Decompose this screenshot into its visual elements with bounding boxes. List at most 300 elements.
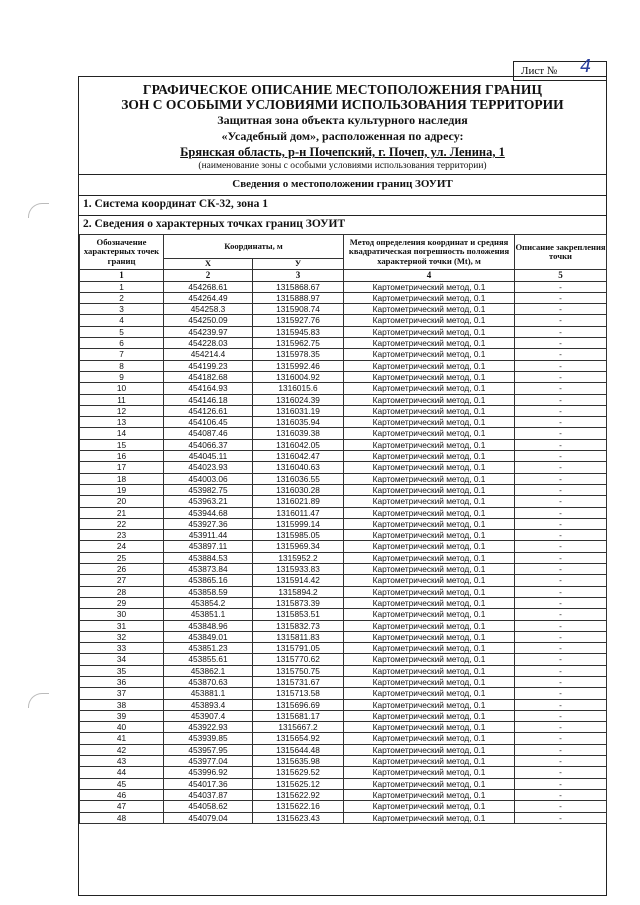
subtitle-line-2: «Усадебный дом», расположенная по адресу:: [221, 129, 464, 143]
table-row: [80, 541, 607, 552]
point-id-cell: 33: [80, 643, 164, 654]
x-coord-cell: 454066.37: [164, 439, 253, 450]
y-coord-cell: 1316040.63: [253, 462, 344, 473]
y-coord-cell: 1315644.48: [253, 744, 344, 755]
point-id-cell: 17: [80, 462, 164, 473]
fixing-desc-cell: -: [515, 405, 607, 416]
fixing-desc-cell: -: [515, 676, 607, 687]
point-id-cell: 32: [80, 631, 164, 642]
point-id-cell: 42: [80, 744, 164, 755]
point-id-cell: 10: [80, 383, 164, 394]
point-id-cell: 13: [80, 417, 164, 428]
method-cell: Картометрический метод, 0.1: [344, 360, 515, 371]
method-cell: Картометрический метод, 0.1: [344, 552, 515, 563]
method-cell: Картометрический метод, 0.1: [344, 620, 515, 631]
x-coord-cell: 454126.61: [164, 405, 253, 416]
x-coord-cell: 454087.46: [164, 428, 253, 439]
point-id-cell: 19: [80, 484, 164, 495]
subtitle-line-1: Защитная зона объекта культурного наследия: [217, 113, 468, 127]
x-coord-cell: 454239.97: [164, 326, 253, 337]
x-coord-cell: 454214.4: [164, 349, 253, 360]
x-coord-cell: 453851.1: [164, 609, 253, 620]
method-cell: Картометрический метод, 0.1: [344, 812, 515, 823]
fixing-desc-cell: -: [515, 778, 607, 789]
x-coord-cell: 453849.01: [164, 631, 253, 642]
point-id-cell: 45: [80, 778, 164, 789]
method-cell: Картометрический метод, 0.1: [344, 507, 515, 518]
fixing-desc-cell: -: [515, 484, 607, 495]
point-id-cell: 9: [80, 371, 164, 382]
sheet-label: Лист №: [521, 65, 558, 77]
table-row: [80, 586, 607, 597]
table-row: [80, 620, 607, 631]
fixing-desc-cell: -: [515, 338, 607, 349]
y-coord-cell: 1315945.83: [253, 326, 344, 337]
table-row: [80, 778, 607, 789]
method-cell: Картометрический метод, 0.1: [344, 451, 515, 462]
x-coord-cell: 453897.11: [164, 541, 253, 552]
x-coord-cell: 453851.23: [164, 643, 253, 654]
point-id-cell: 27: [80, 575, 164, 586]
fixing-desc-cell: -: [515, 292, 607, 303]
fixing-desc-cell: -: [515, 541, 607, 552]
fixing-desc-cell: -: [515, 304, 607, 315]
method-cell: Картометрический метод, 0.1: [344, 631, 515, 642]
point-id-cell: 37: [80, 688, 164, 699]
point-id-cell: 28: [80, 586, 164, 597]
fixing-desc-cell: -: [515, 722, 607, 733]
x-coord-cell: 453996.92: [164, 767, 253, 778]
method-cell: Картометрический метод, 0.1: [344, 541, 515, 552]
x-coord-cell: 453855.61: [164, 654, 253, 665]
boundary-points-table: [79, 234, 607, 824]
point-id-cell: 20: [80, 496, 164, 507]
point-id-cell: 23: [80, 530, 164, 541]
method-cell: Картометрический метод, 0.1: [344, 801, 515, 812]
point-id-cell: 26: [80, 564, 164, 575]
col-number: 1: [80, 270, 164, 281]
x-coord-cell: 454017.36: [164, 778, 253, 789]
method-cell: Картометрический метод, 0.1: [344, 496, 515, 507]
table-row: [80, 326, 607, 337]
fixing-desc-cell: -: [515, 439, 607, 450]
point-id-cell: 22: [80, 518, 164, 529]
method-cell: Картометрический метод, 0.1: [344, 733, 515, 744]
table-row: [80, 722, 607, 733]
x-coord-cell: 454268.61: [164, 281, 253, 292]
zone-name-caption: (наименование зоны с особыми условиями использования территории): [198, 161, 487, 171]
x-coord-cell: 453977.04: [164, 756, 253, 767]
fixing-desc-cell: -: [515, 767, 607, 778]
x-coord-cell: 454264.49: [164, 292, 253, 303]
table-row: [80, 631, 607, 642]
table-row: [80, 688, 607, 699]
table-row: [80, 530, 607, 541]
address-line: Брянская область, р-н Почепский, г. Почеп, ул. Ленина, 1: [180, 145, 505, 159]
x-coord-cell: 454023.93: [164, 462, 253, 473]
fixing-desc-cell: -: [515, 394, 607, 405]
y-coord-cell: 1315629.52: [253, 767, 344, 778]
point-id-cell: 34: [80, 654, 164, 665]
table-row: [80, 338, 607, 349]
method-cell: Картометрический метод, 0.1: [344, 371, 515, 382]
x-coord-cell: 453927.36: [164, 518, 253, 529]
x-coord-cell: 453944.68: [164, 507, 253, 518]
table-row: [80, 315, 607, 326]
table-row: [80, 292, 607, 303]
y-coord-cell: 1315914.42: [253, 575, 344, 586]
method-cell: Картометрический метод, 0.1: [344, 609, 515, 620]
y-coord-cell: 1315933.83: [253, 564, 344, 575]
table-row: [80, 496, 607, 507]
y-coord-cell: 1316030.28: [253, 484, 344, 495]
x-coord-cell: 454164.93: [164, 383, 253, 394]
x-coord-cell: 453957.95: [164, 744, 253, 755]
x-coord-cell: 453858.59: [164, 586, 253, 597]
section-title: Сведения о местоположении границ ЗОУИТ: [232, 178, 453, 190]
y-coord-cell: 1316021.89: [253, 496, 344, 507]
table-row: [80, 699, 607, 710]
x-coord-cell: 453922.93: [164, 722, 253, 733]
method-cell: Картометрический метод, 0.1: [344, 462, 515, 473]
point-id-cell: 18: [80, 473, 164, 484]
fixing-desc-cell: -: [515, 699, 607, 710]
fixing-desc-cell: -: [515, 496, 607, 507]
point-id-cell: 24: [80, 541, 164, 552]
y-coord-cell: 1316024.39: [253, 394, 344, 405]
y-coord-cell: 1315962.75: [253, 338, 344, 349]
point-id-cell: 46: [80, 789, 164, 800]
method-cell: Картометрический метод, 0.1: [344, 575, 515, 586]
point-id-cell: 36: [80, 676, 164, 687]
col-number: 5: [515, 270, 607, 281]
fixing-desc-cell: -: [515, 575, 607, 586]
fixing-desc-cell: -: [515, 326, 607, 337]
x-coord-cell: 454199.23: [164, 360, 253, 371]
method-cell: Картометрический метод, 0.1: [344, 789, 515, 800]
method-cell: Картометрический метод, 0.1: [344, 530, 515, 541]
point-id-cell: 8: [80, 360, 164, 371]
x-coord-cell: 453848.96: [164, 620, 253, 631]
method-cell: Картометрический метод, 0.1: [344, 281, 515, 292]
col-number: 4: [344, 270, 515, 281]
y-coord-cell: 1315868.67: [253, 281, 344, 292]
table-row: [80, 733, 607, 744]
sheet-number: 4: [580, 56, 592, 77]
table-row: [80, 597, 607, 608]
point-id-cell: 12: [80, 405, 164, 416]
method-cell: Картометрический метод, 0.1: [344, 597, 515, 608]
method-cell: Картометрический метод, 0.1: [344, 383, 515, 394]
x-coord-cell: 453873.84: [164, 564, 253, 575]
col-point-id-header: Обозначение характерных точек границ: [80, 235, 164, 270]
method-cell: Картометрический метод, 0.1: [344, 292, 515, 303]
x-coord-cell: 454106.45: [164, 417, 253, 428]
point-id-cell: 47: [80, 801, 164, 812]
table-row: [80, 405, 607, 416]
fixing-desc-cell: -: [515, 620, 607, 631]
table-row: [80, 552, 607, 563]
table-row: [80, 462, 607, 473]
table-row: [80, 394, 607, 405]
fixing-desc-cell: -: [515, 371, 607, 382]
y-coord-cell: 1316036.55: [253, 473, 344, 484]
fixing-desc-cell: -: [515, 462, 607, 473]
fixing-desc-cell: -: [515, 564, 607, 575]
document-frame: [78, 76, 607, 896]
fixing-desc-cell: -: [515, 586, 607, 597]
table-row: [80, 744, 607, 755]
table-row: [80, 371, 607, 382]
fixing-desc-cell: -: [515, 552, 607, 563]
table-row: [80, 756, 607, 767]
y-coord-cell: 1315713.58: [253, 688, 344, 699]
fixing-desc-cell: -: [515, 789, 607, 800]
fixing-desc-cell: -: [515, 812, 607, 823]
y-coord-cell: 1315625.12: [253, 778, 344, 789]
y-coord-cell: 1315992.46: [253, 360, 344, 371]
table-row: [80, 564, 607, 575]
punch-hole-bottom: [28, 693, 49, 708]
table-row: [80, 643, 607, 654]
points-section-title: 2. Сведения о характерных точках границ ЗОУИТ: [83, 218, 346, 230]
fixing-desc-cell: -: [515, 507, 607, 518]
divider: [79, 195, 606, 196]
method-cell: Картометрический метод, 0.1: [344, 767, 515, 778]
fixing-desc-cell: -: [515, 801, 607, 812]
table-row: [80, 665, 607, 676]
table-row: [80, 439, 607, 450]
method-cell: Картометрический метод, 0.1: [344, 665, 515, 676]
method-cell: Картометрический метод, 0.1: [344, 699, 515, 710]
point-id-cell: 15: [80, 439, 164, 450]
point-id-cell: 2: [80, 292, 164, 303]
x-coord-cell: 453982.75: [164, 484, 253, 495]
method-cell: Картометрический метод, 0.1: [344, 756, 515, 767]
fixing-desc-cell: -: [515, 643, 607, 654]
x-coord-cell: 454146.18: [164, 394, 253, 405]
fixing-desc-cell: -: [515, 609, 607, 620]
method-cell: Картометрический метод, 0.1: [344, 654, 515, 665]
fixing-desc-cell: -: [515, 756, 607, 767]
point-id-cell: 4: [80, 315, 164, 326]
punch-hole-top: [28, 203, 49, 218]
divider: [79, 174, 606, 175]
col-coords-header: Координаты, м: [164, 235, 344, 259]
x-coord-cell: 453911.44: [164, 530, 253, 541]
y-coord-cell: 1316042.47: [253, 451, 344, 462]
y-coord-cell: 1315999.14: [253, 518, 344, 529]
point-id-cell: 3: [80, 304, 164, 315]
method-cell: Картометрический метод, 0.1: [344, 778, 515, 789]
point-id-cell: 43: [80, 756, 164, 767]
method-cell: Картометрический метод, 0.1: [344, 439, 515, 450]
fixing-desc-cell: -: [515, 733, 607, 744]
y-coord-cell: 1315681.17: [253, 710, 344, 721]
y-coord-cell: 1315978.35: [253, 349, 344, 360]
table-row: [80, 801, 607, 812]
y-coord-cell: 1315894.2: [253, 586, 344, 597]
table-row: [80, 518, 607, 529]
fixing-desc-cell: -: [515, 383, 607, 394]
method-cell: Картометрический метод, 0.1: [344, 643, 515, 654]
method-cell: Картометрический метод, 0.1: [344, 484, 515, 495]
x-coord-cell: 453963.21: [164, 496, 253, 507]
point-id-cell: 48: [80, 812, 164, 823]
point-id-cell: 7: [80, 349, 164, 360]
point-id-cell: 35: [80, 665, 164, 676]
x-coord-cell: 453854.2: [164, 597, 253, 608]
method-cell: Картометрический метод, 0.1: [344, 586, 515, 597]
point-id-cell: 5: [80, 326, 164, 337]
y-coord-cell: 1315654.92: [253, 733, 344, 744]
table-row: [80, 383, 607, 394]
x-coord-cell: 453865.16: [164, 575, 253, 586]
point-id-cell: 41: [80, 733, 164, 744]
x-coord-cell: 454079.04: [164, 812, 253, 823]
fixing-desc-cell: -: [515, 530, 607, 541]
fixing-desc-cell: -: [515, 451, 607, 462]
point-id-cell: 11: [80, 394, 164, 405]
table-row: [80, 360, 607, 371]
coordinate-system: 1. Система координат СК-32, зона 1: [83, 198, 268, 210]
table-row: [80, 428, 607, 439]
method-cell: Картометрический метод, 0.1: [344, 349, 515, 360]
y-coord-cell: 1316042.05: [253, 439, 344, 450]
fixing-desc-cell: -: [515, 710, 607, 721]
method-cell: Картометрический метод, 0.1: [344, 676, 515, 687]
x-coord-cell: 453907.4: [164, 710, 253, 721]
x-coord-cell: 454228.03: [164, 338, 253, 349]
table-row: [80, 654, 607, 665]
fixing-desc-cell: -: [515, 631, 607, 642]
y-coord-cell: 1315623.43: [253, 812, 344, 823]
point-id-cell: 38: [80, 699, 164, 710]
y-coord-cell: 1315622.16: [253, 801, 344, 812]
y-coord-cell: 1315873.39: [253, 597, 344, 608]
x-coord-cell: 453884.53: [164, 552, 253, 563]
y-coord-cell: 1315908.74: [253, 304, 344, 315]
point-id-cell: 40: [80, 722, 164, 733]
point-id-cell: 21: [80, 507, 164, 518]
y-coord-cell: 1315985.05: [253, 530, 344, 541]
method-cell: Картометрический метод, 0.1: [344, 394, 515, 405]
point-id-cell: 31: [80, 620, 164, 631]
table-row: [80, 575, 607, 586]
method-cell: Картометрический метод, 0.1: [344, 326, 515, 337]
y-coord-cell: 1316015.6: [253, 383, 344, 394]
y-coord-cell: 1316011.47: [253, 507, 344, 518]
y-coord-cell: 1315696.69: [253, 699, 344, 710]
point-id-cell: 39: [80, 710, 164, 721]
point-id-cell: 29: [80, 597, 164, 608]
fixing-desc-cell: -: [515, 665, 607, 676]
col-y-header: У: [253, 259, 344, 270]
fixing-desc-cell: -: [515, 518, 607, 529]
title-line-2: ЗОН С ОСОБЫМИ УСЛОВИЯМИ ИСПОЛЬЗОВАНИЯ ТЕРРИТОРИИ: [121, 97, 564, 112]
method-cell: Картометрический метод, 0.1: [344, 405, 515, 416]
fixing-desc-cell: -: [515, 688, 607, 699]
y-coord-cell: 1315853.51: [253, 609, 344, 620]
method-cell: Картометрический метод, 0.1: [344, 428, 515, 439]
x-coord-cell: 454058.62: [164, 801, 253, 812]
y-coord-cell: 1315622.92: [253, 789, 344, 800]
x-coord-cell: 453939.85: [164, 733, 253, 744]
fixing-desc-cell: -: [515, 654, 607, 665]
y-coord-cell: 1315770.62: [253, 654, 344, 665]
x-coord-cell: 453870.63: [164, 676, 253, 687]
y-coord-cell: 1316039.38: [253, 428, 344, 439]
point-id-cell: 44: [80, 767, 164, 778]
fixing-desc-cell: -: [515, 315, 607, 326]
y-coord-cell: 1315832.73: [253, 620, 344, 631]
x-coord-cell: 453881.1: [164, 688, 253, 699]
fixing-desc-cell: -: [515, 417, 607, 428]
method-cell: Картометрический метод, 0.1: [344, 744, 515, 755]
method-cell: Картометрический метод, 0.1: [344, 338, 515, 349]
col-number: 2: [164, 270, 253, 281]
table-row: [80, 417, 607, 428]
x-coord-cell: 453893.4: [164, 699, 253, 710]
col-number: 3: [253, 270, 344, 281]
table-row: [80, 304, 607, 315]
x-coord-cell: 454182.68: [164, 371, 253, 382]
y-coord-cell: 1315952.2: [253, 552, 344, 563]
col-method-header: Метод определения координат и средняя квадратическая погрешность положения характерной точки (Mt), м: [344, 235, 515, 270]
y-coord-cell: 1316031.19: [253, 405, 344, 416]
point-id-cell: 1: [80, 281, 164, 292]
y-coord-cell: 1315731.67: [253, 676, 344, 687]
method-cell: Картометрический метод, 0.1: [344, 710, 515, 721]
y-coord-cell: 1315811.83: [253, 631, 344, 642]
method-cell: Картометрический метод, 0.1: [344, 417, 515, 428]
point-id-cell: 16: [80, 451, 164, 462]
title-line-1: ГРАФИЧЕСКОЕ ОПИСАНИЕ МЕСТОПОЛОЖЕНИЯ ГРАНИЦ: [142, 82, 543, 97]
table-row: [80, 349, 607, 360]
x-coord-cell: 454037.87: [164, 789, 253, 800]
point-id-cell: 6: [80, 338, 164, 349]
table-row: [80, 281, 607, 292]
divider: [79, 215, 606, 216]
method-cell: Картометрический метод, 0.1: [344, 473, 515, 484]
y-coord-cell: 1315927.76: [253, 315, 344, 326]
method-cell: Картометрический метод, 0.1: [344, 688, 515, 699]
table-row: [80, 710, 607, 721]
y-coord-cell: 1315791.05: [253, 643, 344, 654]
table-row: [80, 507, 607, 518]
method-cell: Картометрический метод, 0.1: [344, 564, 515, 575]
table-row: [80, 609, 607, 620]
fixing-desc-cell: -: [515, 281, 607, 292]
table-row: [80, 451, 607, 462]
fixing-desc-cell: -: [515, 473, 607, 484]
x-coord-cell: 454045.11: [164, 451, 253, 462]
fixing-desc-cell: -: [515, 597, 607, 608]
y-coord-cell: 1315888.97: [253, 292, 344, 303]
point-id-cell: 30: [80, 609, 164, 620]
method-cell: Картометрический метод, 0.1: [344, 304, 515, 315]
table-row: [80, 812, 607, 823]
col-desc-header: Описание закрепления точки: [515, 235, 607, 270]
fixing-desc-cell: -: [515, 428, 607, 439]
y-coord-cell: 1315635.98: [253, 756, 344, 767]
table-row: [80, 473, 607, 484]
fixing-desc-cell: -: [515, 744, 607, 755]
y-coord-cell: 1316004.92: [253, 371, 344, 382]
table-row: [80, 676, 607, 687]
y-coord-cell: 1315750.75: [253, 665, 344, 676]
method-cell: Картометрический метод, 0.1: [344, 315, 515, 326]
